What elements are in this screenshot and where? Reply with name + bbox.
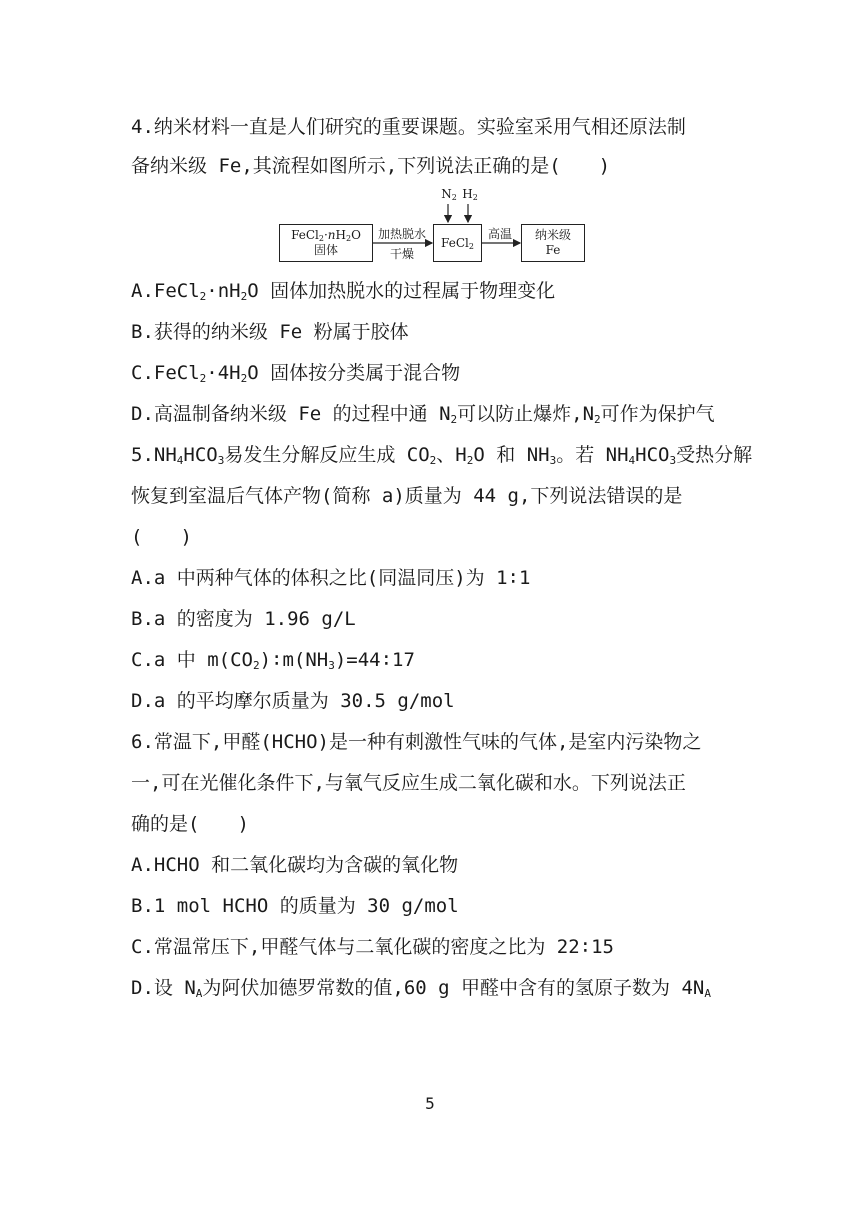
q4-option-b: B.获得的纳米级 Fe 粉属于胶体 <box>131 321 409 343</box>
flow-box-fecl2-hydrate: $FeCl_2\cdot nH_2O$ 固体 <box>279 224 373 262</box>
q5-stem-line3: ( ) <box>131 526 192 548</box>
q5-option-b: B.a 的密度为 1.96 g/L <box>131 608 356 630</box>
q4-stem-line1: 4.纳米材料一直是人们研究的重要课题。实验室采用气相还原法制 <box>131 116 686 138</box>
q5-option-d: D.a 的平均摩尔质量为 30.5 g/mol <box>131 690 455 712</box>
q4-option-c: $C.FeCl_2\cdot 4H_2O$ 固体按分类属于混合物 <box>131 362 461 385</box>
flow-label-n2: $N_2$ <box>441 187 457 202</box>
q4-option-a: $A.FeCl_2\cdot nH_2O$ 固体加热脱水的过程属于物理变化 <box>131 280 556 303</box>
q4-flow-diagram <box>278 186 618 268</box>
q6-option-c: C.常温常压下,甲醛气体与二氧化碳的密度之比为 22∶15 <box>131 936 614 958</box>
flow-box-nano-fe: 纳米级 Fe <box>521 224 585 262</box>
flow-label-dry: 干燥 <box>389 247 414 261</box>
q5-stem-line2: 恢复到室温后气体产物(简称 a)质量为 44 g,下列说法错误的是 <box>131 485 683 507</box>
flow-label-h2: $H_2$ <box>462 187 478 202</box>
q6-option-b: B.1 mol HCHO 的质量为 30 g/mol <box>131 895 459 917</box>
q6-stem-line2: 一,可在光催化条件下,与氧气反应生成二氧化碳和水。下列说法正 <box>131 772 686 794</box>
flow-box-fecl2: FeCl$_2$ <box>433 224 482 262</box>
q4-stem-line2: 备纳米级 Fe,其流程如图所示,下列说法正确的是( ) <box>131 155 611 177</box>
q5-option-a: A.a 中两种气体的体积之比(同温同压)为 1∶1 <box>131 567 531 589</box>
q5-stem-line1: $5.NH_4HCO_3$易发生分解反应生成 $CO_2$、$H_2O$ 和 $NH_3$。若 $NH_4HCO_3$受热分解 <box>131 444 753 467</box>
flow-label-high-temp: 高温 <box>487 227 512 241</box>
page-number: 5 <box>425 1094 435 1113</box>
q6-option-d: D.设 $N_A$为阿伏加德罗常数的值,60 g 甲醛中含有的氢原子数为 $4N_A$ <box>131 977 711 1000</box>
q6-option-a: A.HCHO 和二氧化碳均为含碳的氧化物 <box>131 854 459 876</box>
q4-option-d: D.高温制备纳米级 Fe 的过程中通 $N_2$可以防止爆炸$,N_2$可作为保护气 <box>131 403 715 426</box>
flow-label-heat-dehydrate: 加热脱水 <box>377 227 426 241</box>
q5-option-c: C.a 中 $m(CO_2)∶m(NH_3)=44∶17$ <box>131 649 415 672</box>
q6-stem-line3: 确的是( ) <box>131 813 249 835</box>
q6-stem-line1: 6.常温下,甲醛(HCHO)是一种有刺激性气味的气体,是室内污染物之 <box>131 731 702 753</box>
